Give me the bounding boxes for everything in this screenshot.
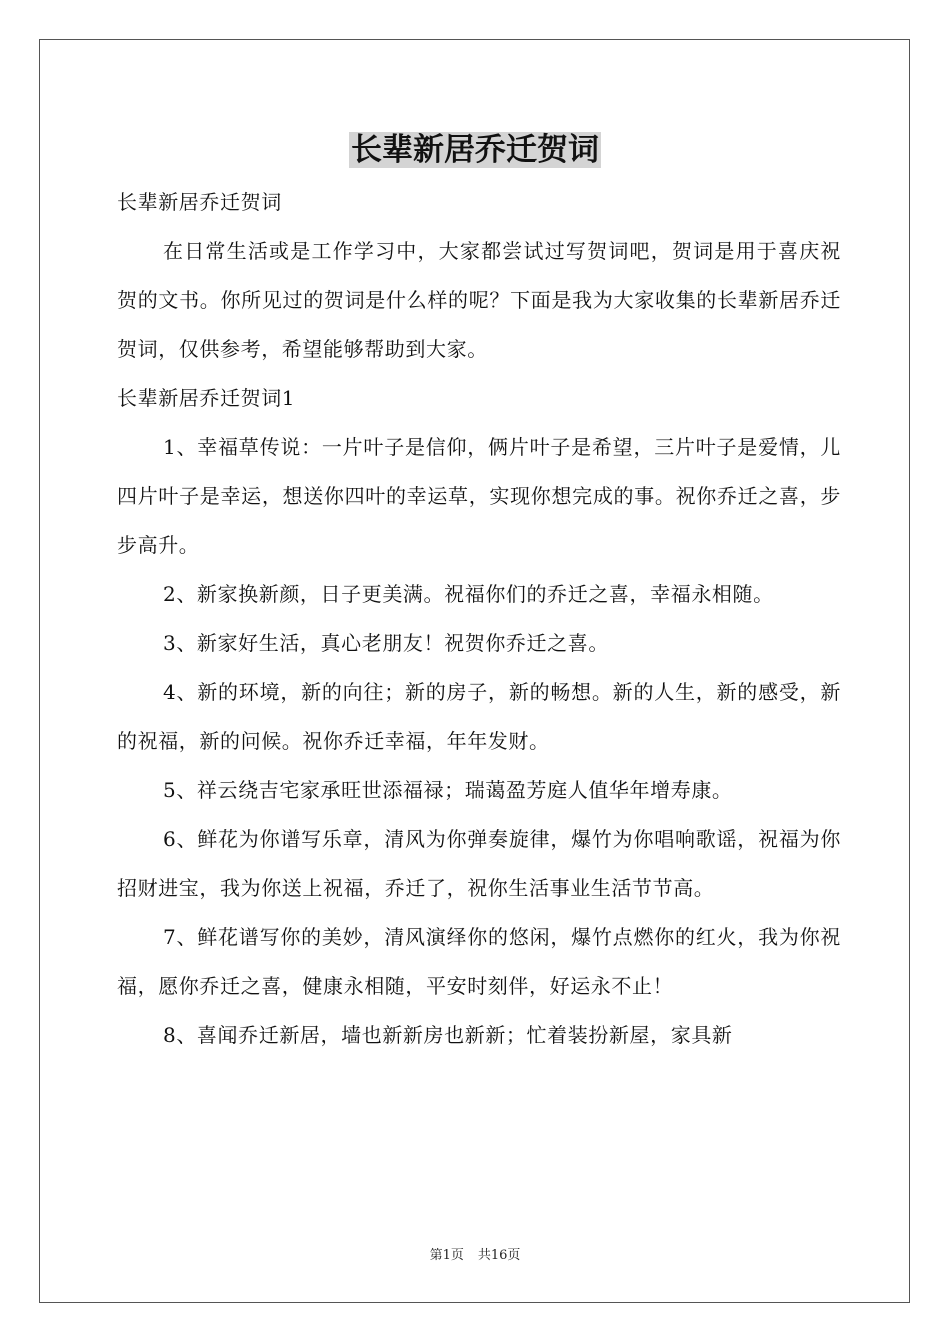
list-item: 4、新的环境，新的向往；新的房子，新的畅想。新的人生，新的感受，新的祝福，新的问候。祝你乔迁幸福，年年发财。 [117,680,841,753]
document-subtitle: 长辈新居乔迁贺词 [117,190,282,214]
page-number-current: 第1页 [429,1248,464,1263]
document-title [0,128,950,172]
list-item: 7、鲜花谱写你的美妙，清风演绎你的悠闲，爆竹点燃你的红火，我为你祝福，愿你乔迁之喜，健康永相随，平安时刻伴，好运永不止！ [117,925,841,998]
page-number-total: 共16页 [477,1248,521,1263]
document-body [117,178,841,1060]
list-item: 1、幸福草传说：一片叶子是信仰，俩片叶子是希望，三片叶子是爱情，儿四片叶子是幸运，想送你四叶的幸运草，实现你想完成的事。祝你乔迁之喜，步步高升。 [117,435,841,557]
list-item: 8、喜闻乔迁新居，墙也新新房也新新；忙着装扮新屋，家具新 [163,1023,733,1047]
document-title-text: 长辈新居乔迁贺词 [351,132,599,168]
list-item: 3、新家好生活，真心老朋友！祝贺你乔迁之喜。 [163,631,609,655]
list-item: 6、鲜花为你谱写乐章，清风为你弹奏旋律，爆竹为你唱响歌谣，祝福为你招财进宝，我为你送上祝福，乔迁了，祝你生活事业生活节节高。 [117,827,841,900]
list-item: 2、新家换新颜，日子更美满。祝福你们的乔迁之喜，幸福永相随。 [163,582,774,606]
section-heading: 长辈新居乔迁贺词1 [117,386,296,410]
intro-paragraph: 在日常生活或是工作学习中，大家都尝试过写贺词吧，贺词是用于喜庆祝贺的文书。你所见过的贺词是什么样的呢？下面是我为大家收集的长辈新居乔迁贺词，仅供参考，希望能够帮助到大家。 [117,239,841,361]
page-footer [0,1247,950,1265]
list-item: 5、祥云绕吉宅家承旺世添福禄；瑞蔼盈芳庭人值华年增寿康。 [163,778,733,802]
